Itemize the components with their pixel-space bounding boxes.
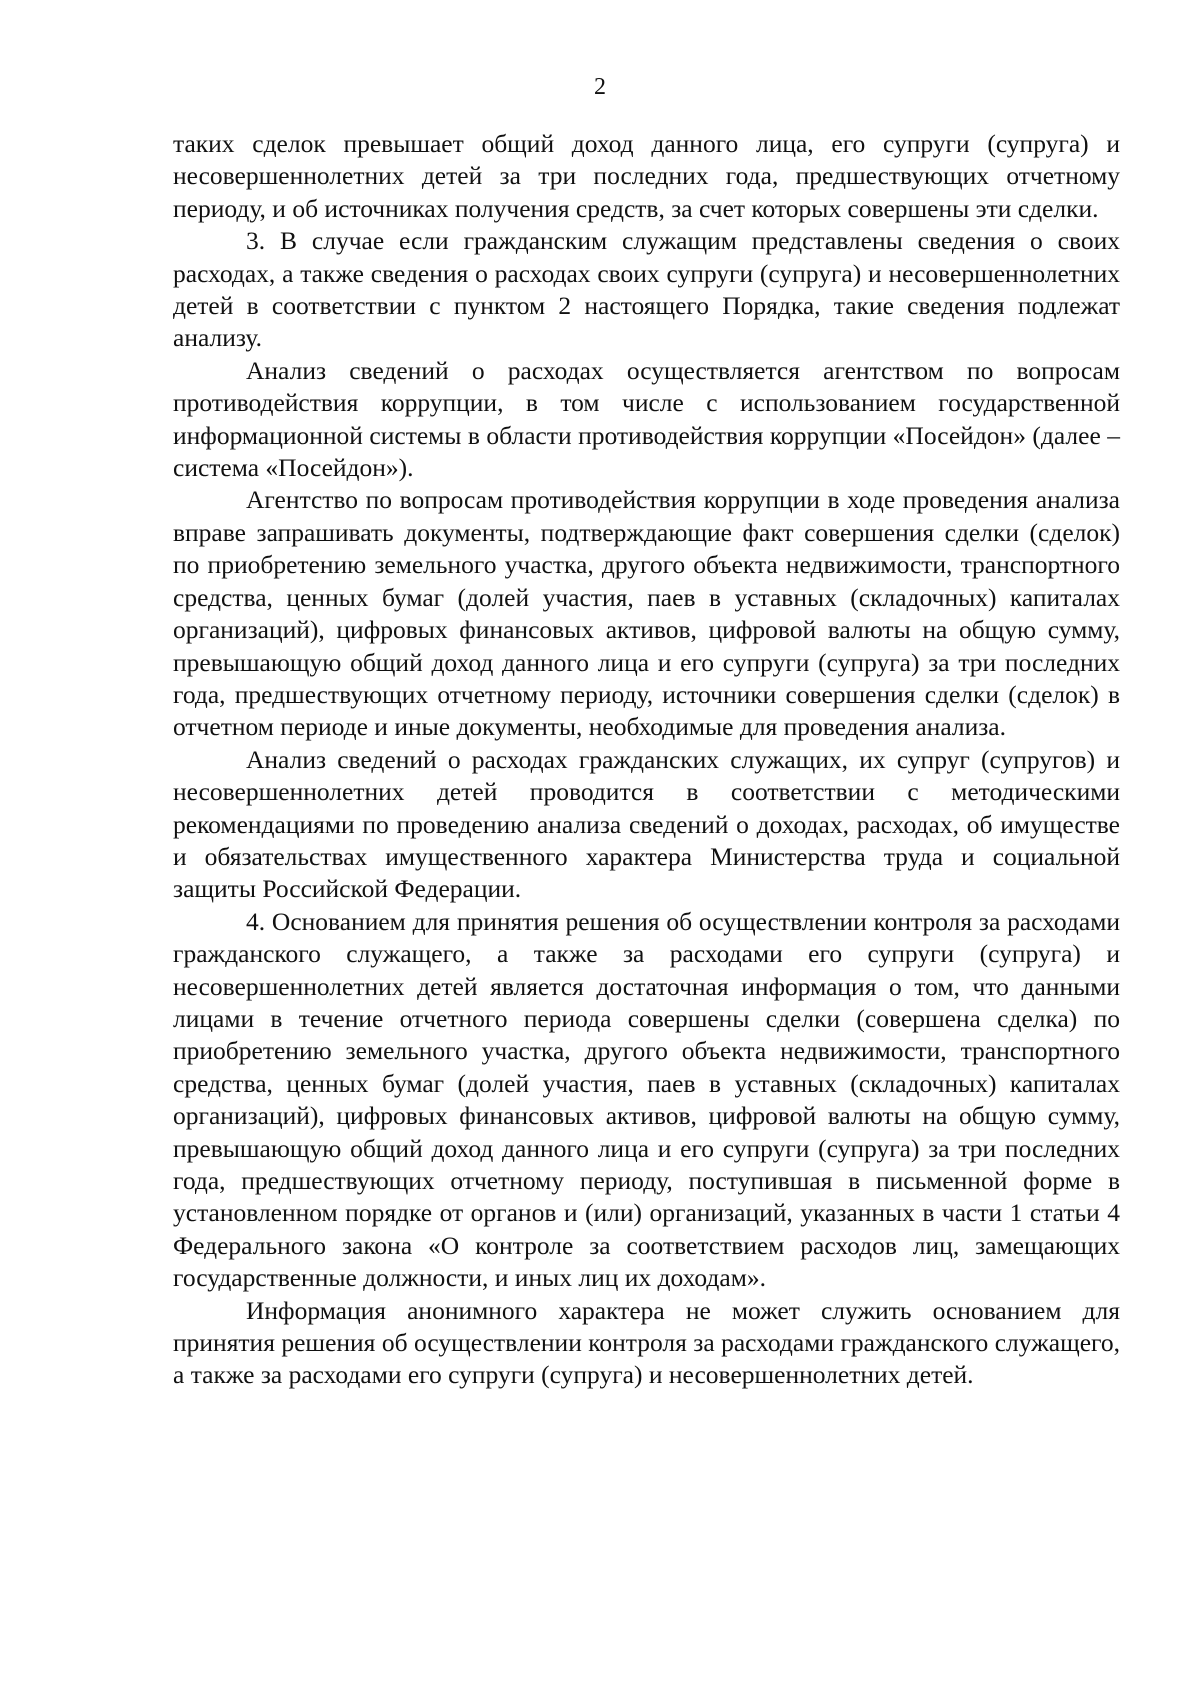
- page-number: 2: [594, 74, 606, 100]
- paragraph-continuation: таких сделок превышает общий доход данного лица, его супруги (супруга) и несовершеннолетних детей за три последних года, предшествующих отчетному периоду, и об источниках получения средств, за счет которых совершены эти сделки.: [173, 129, 1120, 223]
- paragraph-analysis-method: Анализ сведений о расходах гражданских служащих, их супруг (супругов) и несовершеннолетних детей проводится в соответствии с методическими рекомендациями по проведению анализа сведений о доходах, расходах, об имуществе и обязательствах имущественного характера Министерства труда и социальной защиты Российской Федерации.: [173, 744, 1120, 904]
- paragraph-agency-request: Агентство по вопросам противодействия коррупции в ходе проведения анализа вправе запрашивать документы, подтверждающие факт совершения сделки (сделок) по приобретению земельного участка, другого объекта недвижимости, транспортного средства, ценных бумаг (долей участия, паев в уставных (складочных) капиталах организаций), цифровых финансовых активов, цифровой валюты на общую сумму, превышающую общий доход данного лица и его супруги (супруга) за три последних года, предшествующих отчетному периоду, источники совершения сделки (сделок) в отчетном периоде и иные документы, необходимые для проведения анализа.: [173, 485, 1120, 742]
- paragraph-anonymous-info: Информация анонимного характера не может служить основанием для принятия решения об осуществлении контроля за расходами гражданского служащего, а также за расходами его супруги (супруга) и несовершеннолетних детей.: [173, 1295, 1120, 1390]
- paragraph-item-4: 4. Основанием для принятия решения об осуществлении контроля за расходами гражданского служащего, а также за расходами его супруги (супруга) и несовершеннолетних детей является достаточная информация о том, что данными лицами в течение отчетного периода совершены сделки (совершена сделка) по приобретению земельного участка, другого объекта недвижимости, транспортного средства, ценных бумаг (долей участия, паев в уставных (складочных) капиталах организаций), цифровых финансовых активов, цифровой валюты на общую сумму, превышающую общий доход данного лица и его супруги (супруга) за три последних года, предшествующих отчетному периоду, поступившая в письменной форме в установленном порядке от органов и (или) организаций, указанных в части 1 статьи 4 Федерального закона «О контроле за соответствием расходов лиц, замещающих государственные должности, и иных лиц их доходам».: [173, 906, 1120, 1293]
- paragraph-analysis-agency: Анализ сведений о расходах осуществляется агентством по вопросам противодействия коррупции, в том числе с использованием государственной информационной системы в области противодействия коррупции «Посейдон» (далее – система «Посейдон»).: [173, 355, 1120, 483]
- paragraph-item-3: 3. В случае если гражданским служащим представлены сведения о своих расходах, а также сведения о расходах своих супруги (супруга) и несовершеннолетних детей в соответствии с пунктом 2 настоящего Порядка, такие сведения подлежат анализу.: [173, 226, 1120, 353]
- document-body: [173, 128, 1120, 1392]
